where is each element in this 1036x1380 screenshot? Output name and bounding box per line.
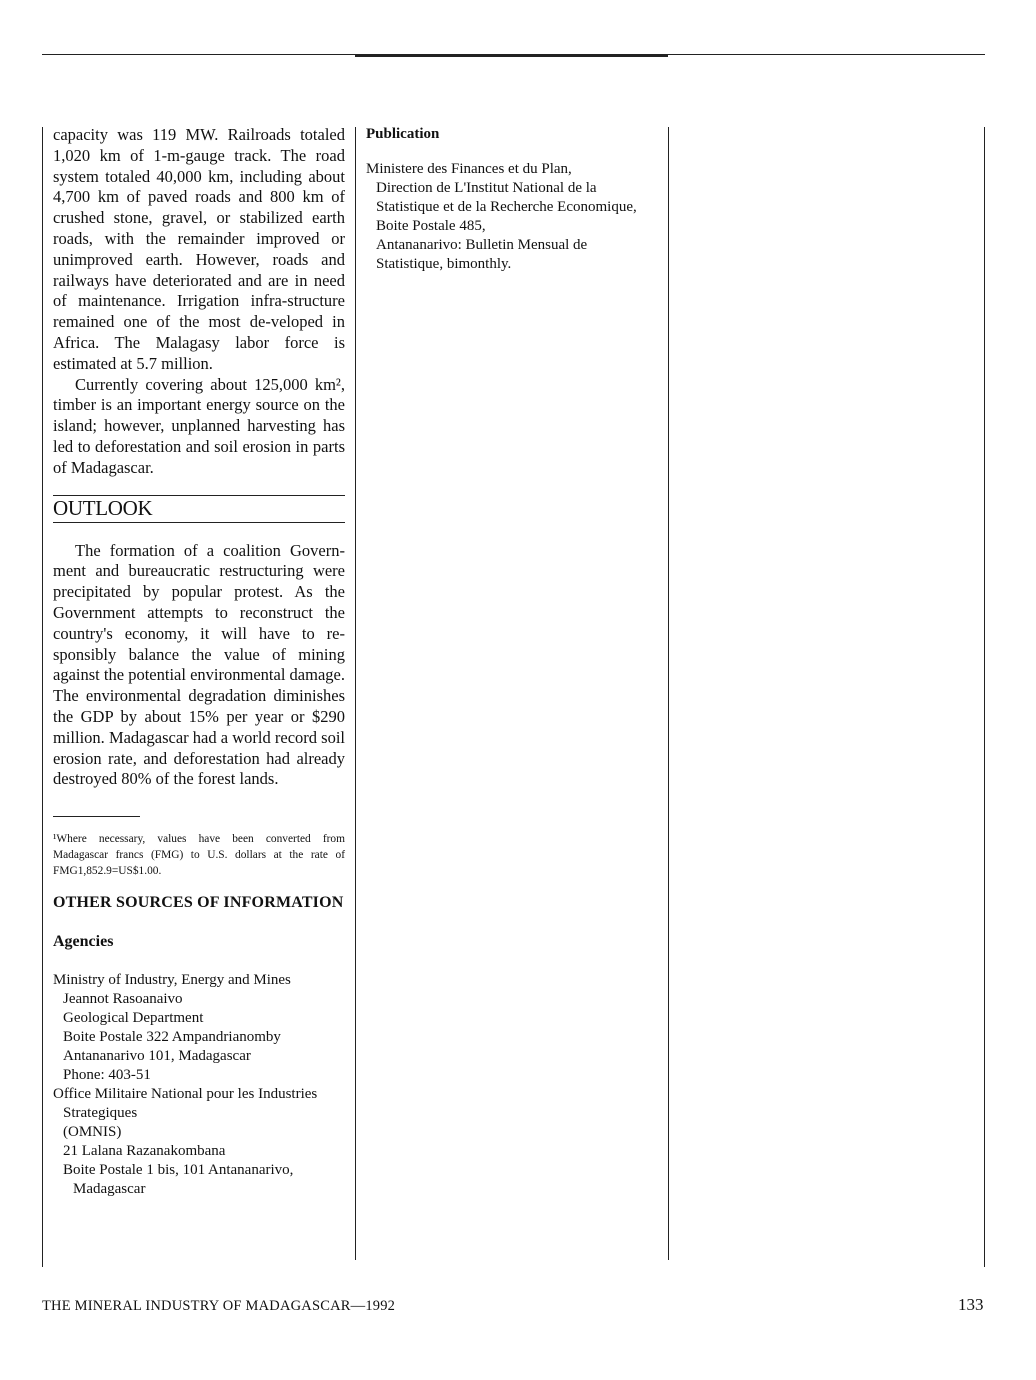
footnote-rule <box>53 816 140 817</box>
agency-line: Antananarivo 101, Madagascar <box>63 1047 251 1064</box>
agency-line: Phone: 403-51 <box>63 1066 151 1083</box>
top-rule-thick <box>355 54 668 57</box>
publication-line: Antananarivo: Bulletin Mensual de <box>376 237 588 253</box>
right-column <box>366 125 666 274</box>
body-paragraph: capacity was 119 MW. Railroads totaled 1,020 km of 1-m-gauge track. The road system totaled 40,000 km, including about 4,700 km of paved roads and 800 km of crushed stone, gravel, or stabilized earth roads, with the remainder improved or unimproved earth. However, roads and railways have deteriorated and are in need of maintenance. Irrigation infra-structure remained one of the most de-veloped in Africa. The Malagasy labor force is estimated at 5.7 million. <box>53 125 345 373</box>
body-paragraph: Currently covering about 125,000 km², timber is an important energy source on the island; however, unplanned harvesting has led to deforestation and soil erosion in parts of Madagascar. <box>53 374 345 477</box>
outlook-section-header <box>53 495 345 523</box>
agency-line: (OMNIS) <box>63 1123 122 1140</box>
outlook-paragraph: The formation of a coalition Govern-ment and bureaucratic restructuring were precipitated by popular protest. As the Government attempts to reconstruct the country's economy, it will have to re-sponsibly balance the value of mining against the potential environmental damage. The environmental degradation diminishes the GDP by about 15% per year or $290 million. Madagascar had a world record soil erosion rate, and deforestation had already destroyed 80% of the forest lands. <box>53 540 345 789</box>
footnote: ¹Where necessary, values have been converted from Madagascar francs (FMG) to U.S. dollars at the rate of FMG1,852.9=US$1.00. <box>53 833 345 878</box>
other-sources-heading: OTHER SOURCES OF INFORMATION <box>53 894 344 912</box>
column-rule-right-outer <box>984 127 985 1267</box>
column-rule-right-inner <box>668 127 669 1260</box>
column-rule-middle <box>355 127 356 1260</box>
running-footer-title: THE MINERAL INDUSTRY OF MADAGASCAR—1992 <box>42 1298 396 1314</box>
column-rule-left <box>42 127 43 1267</box>
publication-line: Statistique, bimonthly. <box>376 256 512 272</box>
agency-line: Jeannot Rasoanaivo <box>63 990 183 1007</box>
agency-list <box>53 971 345 1199</box>
publication-line: Ministere des Finances et du Plan, <box>366 161 572 177</box>
publication-heading: Publication <box>366 126 440 142</box>
agencies-heading: Agencies <box>53 932 114 950</box>
publication-line: Statistique et de la Recherche Economique, <box>376 199 637 215</box>
agency-line: Boite Postale 1 bis, 101 Antananarivo, <box>63 1161 294 1178</box>
agency-name: Ministry of Industry, Energy and Mines <box>53 971 291 988</box>
agency-line: Geological Department <box>63 1009 204 1026</box>
agency-line: 21 Lalana Razanakombana <box>63 1142 226 1159</box>
publication-entry <box>366 160 666 274</box>
outlook-heading: OUTLOOK <box>53 495 153 520</box>
left-column <box>53 125 345 1199</box>
publication-line: Direction de L'Institut National de la <box>376 180 597 196</box>
agency-name: Office Militaire National pour les Industries <box>53 1085 318 1102</box>
agency-line: Strategiques <box>63 1104 138 1121</box>
publication-line: Boite Postale 485, <box>376 218 486 234</box>
page-number: 133 <box>958 1295 984 1314</box>
agency-line: Boite Postale 322 Ampandrianomby <box>63 1028 281 1045</box>
agency-line: Madagascar <box>73 1180 146 1197</box>
